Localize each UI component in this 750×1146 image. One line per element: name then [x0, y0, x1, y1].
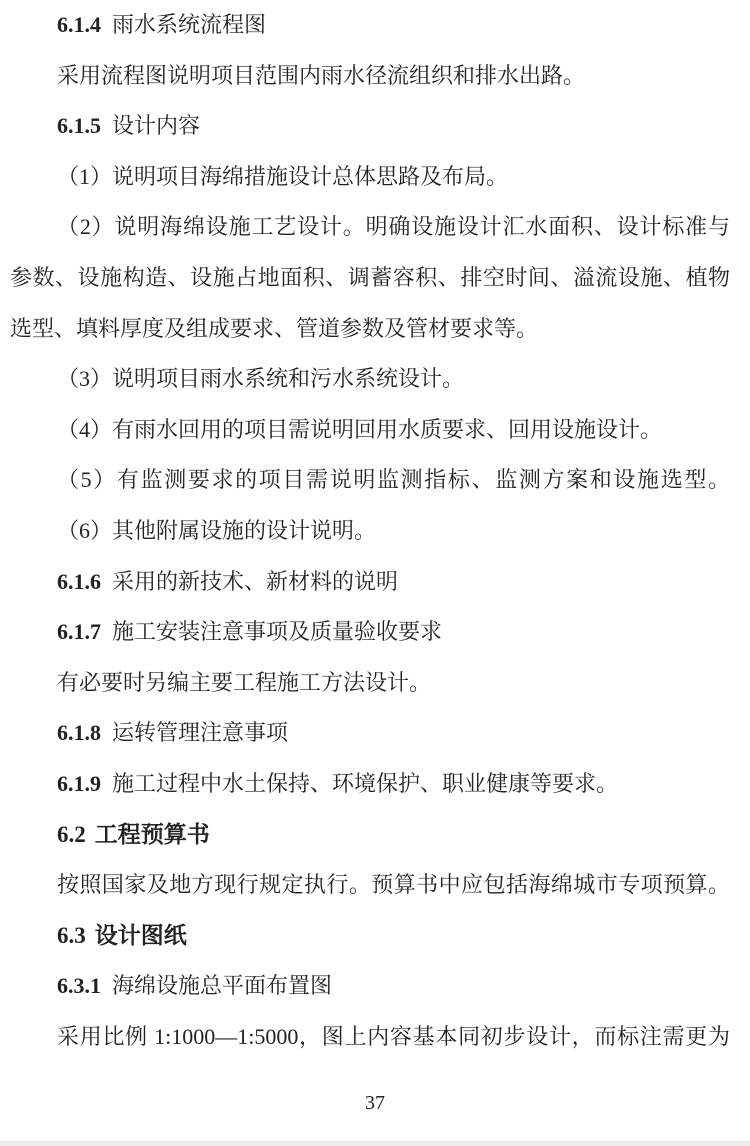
clause-heading	[10, 961, 730, 1012]
paragraph-line: 按照国家及地方现行规定执行。预算书中应包括海绵城市专项预算。	[57, 872, 730, 898]
paragraph-line: 选型、填料厚度及组成要求、管道参数及管材要求等。	[10, 315, 539, 341]
paragraph-line: （6）其他附属设施的设计说明。	[57, 517, 377, 543]
heading-number: 6.1.9	[57, 770, 101, 796]
paragraph-line: （2）说明海绵设施工艺设计。明确设施设计汇水面积、设计标准与	[57, 214, 730, 240]
paragraph-line: （5）有监测要求的项目需说明监测指标、监测方案和设施选型。	[57, 467, 730, 493]
heading-number: 6.3	[57, 922, 86, 948]
section-heading	[10, 810, 730, 861]
clause-heading	[10, 759, 730, 810]
paragraph-line: （3）说明项目雨水系统和污水系统设计。	[57, 366, 465, 392]
paragraph-line: 参数、设施构造、设施占地面积、调蓄容积、排空时间、溢流设施、植物	[10, 264, 730, 290]
clause-heading	[10, 0, 730, 51]
heading-number: 6.1.7	[57, 619, 101, 645]
heading-text: 设计图纸	[94, 922, 187, 948]
heading-text: 施工过程中水土保持、环境保护、职业健康等要求。	[112, 770, 619, 796]
paragraph-line: 采用流程图说明项目范围内雨水径流组织和排水出路。	[57, 62, 586, 88]
heading-number: 6.1.8	[57, 720, 101, 746]
heading-text: 海绵设施总平面布置图	[112, 973, 333, 999]
clause-heading	[10, 607, 730, 658]
heading-number: 6.1.5	[57, 113, 101, 139]
heading-text: 设计内容	[112, 113, 201, 139]
clause-heading	[10, 708, 730, 759]
paragraph-line: （1）说明项目海绵措施设计总体思路及布局。	[57, 163, 509, 189]
clause-heading	[10, 557, 730, 608]
paragraph-line: （4）有雨水回用的项目需说明回用水质要求、回用设施设计。	[57, 416, 663, 442]
section-heading	[10, 911, 730, 962]
page-bottom-edge	[0, 1141, 750, 1146]
heading-text: 施工安装注意事项及质量验收要求	[112, 619, 443, 645]
heading-text: 运转管理注意事项	[112, 720, 289, 746]
heading-text: 采用的新技术、新材料的说明	[112, 568, 399, 594]
document-text-block	[10, 0, 730, 1062]
paragraph-line: 有必要时另编主要工程施工方法设计。	[57, 669, 432, 695]
paragraph-line: 采用比例 1:1000—1:5000，图上内容基本同初步设计，而标注需更为	[57, 1023, 730, 1049]
heading-number: 6.1.4	[57, 12, 101, 37]
page-number: 37	[365, 1092, 385, 1114]
heading-number: 6.2	[57, 821, 86, 847]
heading-number: 6.1.6	[57, 568, 101, 594]
clause-heading	[10, 101, 730, 152]
heading-text: 工程预算书	[94, 821, 210, 847]
heading-number: 6.3.1	[57, 973, 101, 999]
heading-text: 雨水系统流程图	[112, 12, 267, 37]
